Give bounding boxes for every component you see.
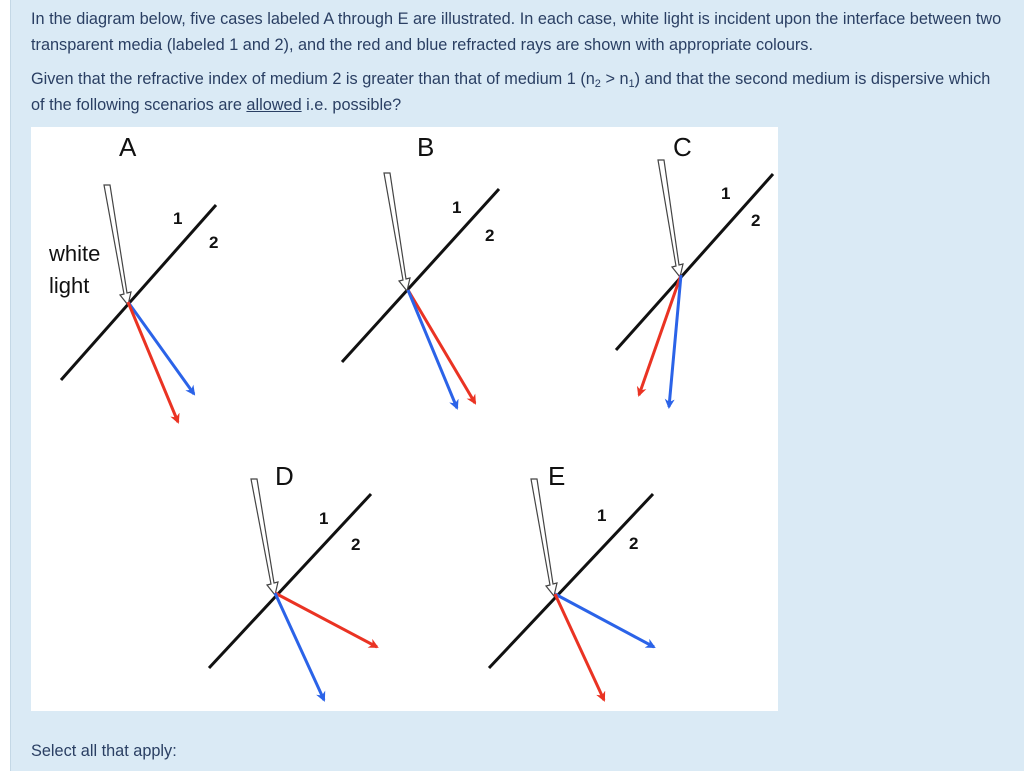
case-b-label: B	[417, 132, 435, 162]
n1-subscript: 1	[628, 78, 635, 90]
case-e-red-ray	[555, 594, 604, 700]
case-e	[489, 461, 654, 700]
case-a-medium-1-label: 1	[173, 209, 183, 228]
allowed-underlined: allowed	[246, 96, 302, 114]
case-d-red-ray	[275, 593, 377, 647]
case-d-white-light-ray	[251, 479, 278, 595]
case-a-medium-2-label: 2	[209, 233, 219, 252]
case-c-medium-1-label: 1	[721, 184, 731, 203]
select-all-instruction: Select all that apply:	[31, 742, 177, 760]
case-d-blue-ray	[275, 593, 324, 700]
case-a-label: A	[119, 132, 137, 162]
case-c-label: C	[673, 132, 692, 162]
case-d-medium-2-label: 2	[351, 535, 361, 554]
case-b-blue-ray	[408, 290, 457, 408]
p2-text-a: Given that the refractive index of medium 2 is greater than that of medium 1 (n	[31, 70, 595, 88]
question-panel	[10, 0, 1024, 771]
refraction-diagram-svg	[31, 127, 778, 711]
case-b-red-ray	[408, 290, 475, 403]
question-paragraph-2	[31, 66, 991, 118]
case-b-white-light-ray	[384, 173, 410, 291]
case-b-medium-1-label: 1	[452, 198, 462, 217]
case-a-white-light-ray	[104, 185, 131, 305]
case-e-blue-ray	[555, 594, 654, 647]
case-c	[616, 132, 773, 407]
case-d-interface	[209, 494, 371, 668]
white-light-label-line1: white	[49, 241, 101, 266]
question-paragraph-1-text: In the diagram below, five cases labeled A through E are illustrated. In each case, white light is incident upon the interface between two transparent media (labeled 1 and 2), and the red and blue refracted rays are shown with appropriate colours.	[31, 10, 1002, 54]
case-b-medium-2-label: 2	[485, 226, 495, 245]
case-e-medium-1-label: 1	[597, 506, 607, 525]
case-d-medium-1-label: 1	[319, 509, 329, 528]
case-d	[209, 461, 377, 700]
n2-subscript: 2	[594, 78, 601, 90]
case-e-label: E	[548, 461, 566, 491]
p2-gt: > n	[600, 70, 629, 88]
case-b-interface	[342, 189, 499, 362]
white-light-label-line2: light	[49, 273, 90, 298]
case-c-medium-2-label: 2	[751, 211, 761, 230]
case-e-interface	[489, 494, 653, 668]
refraction-diagram	[31, 127, 778, 711]
p2-text-c: i.e. possible?	[301, 96, 402, 114]
case-d-label: D	[275, 461, 294, 491]
case-c-white-light-ray	[658, 160, 683, 277]
case-a	[48, 132, 218, 422]
case-e-white-light-ray	[531, 479, 557, 596]
case-b	[342, 132, 499, 408]
question-paragraph-1	[31, 6, 1016, 58]
p2-text-b: ) and that the second medium is dispersive which of the following scenarios are	[31, 70, 991, 114]
case-c-interface	[616, 174, 773, 350]
case-e-medium-2-label: 2	[629, 534, 639, 553]
